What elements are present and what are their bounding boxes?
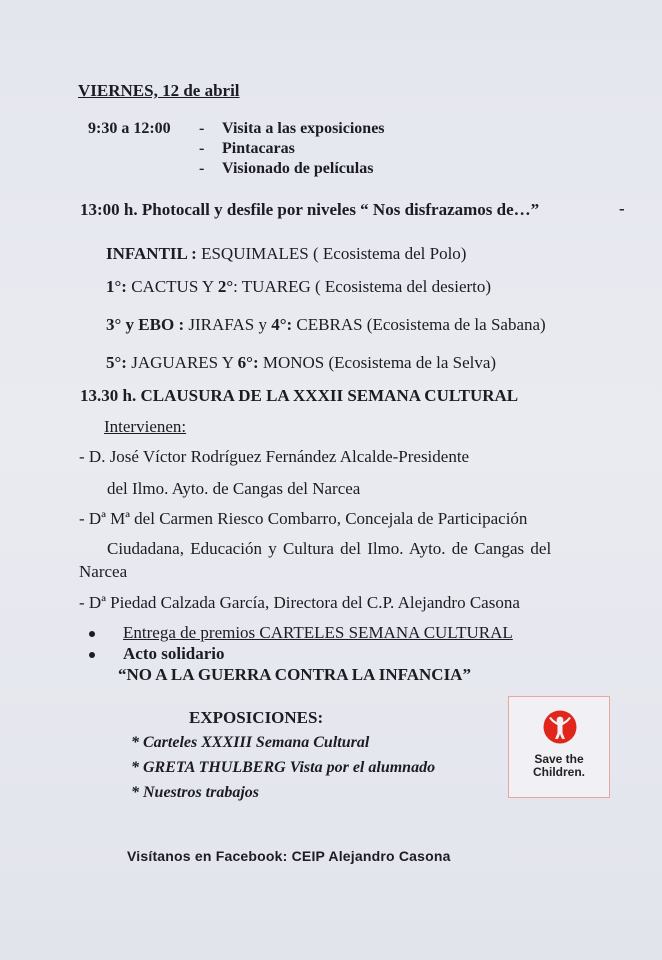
save-the-children-line-1: Save the: [534, 752, 584, 766]
level-mid: JAGUARES Y: [131, 353, 234, 372]
level-1-2: [106, 277, 491, 297]
facebook-footer: Visítanos en Facebook: CEIP Alejandro Casona: [127, 848, 451, 864]
exposiciones-title: EXPOSICIONES:: [189, 708, 324, 727]
level-3-4: [106, 315, 546, 335]
level-label-2: 4°:: [271, 315, 293, 334]
bullet-dot: [89, 631, 95, 637]
level-label: 1°:: [106, 277, 127, 296]
save-the-children-logo: [508, 696, 610, 798]
dash: -: [199, 140, 205, 157]
level-rest: ESQUIMALES ( Ecosistema del Polo): [201, 244, 467, 263]
exposicion-item: * Nuestros trabajos: [131, 784, 260, 801]
speaker-2-line-3: Narcea: [79, 562, 128, 581]
photocall-time: 13:00 h.: [80, 200, 138, 219]
closing-title: 13.30 h. CLAUSURA DE LA XXXII SEMANA CULTURAL: [80, 386, 519, 405]
speaker-1-line-1: - D. José Víctor Rodríguez Fernández Alcalde-Presidente: [79, 447, 470, 466]
morning-item: Visionado de películas: [222, 160, 374, 177]
morning-item: Visita a las exposiciones: [222, 120, 385, 137]
speaker-1-line-2: del Ilmo. Ayto. de Cangas del Narcea: [107, 479, 361, 498]
photocall-line: [80, 200, 539, 220]
level-rest: : TUAREG ( Ecosistema del desierto): [233, 277, 492, 296]
level-rest: MONOS (Ecosistema de la Selva): [262, 353, 497, 372]
level-label-2: 6°:: [237, 353, 259, 372]
level-infantil: [106, 244, 466, 264]
speaker-2-line-2: Ciudadana, Educación y Cultura del Ilmo. Ayto. de Cangas del: [107, 539, 552, 558]
level-label: 5°:: [106, 353, 127, 372]
level-label-2: 2°: [217, 277, 234, 296]
level-mid: CACTUS Y: [131, 277, 214, 296]
speaker-2-line-1: - Dª Mª del Carmen Riesco Combarro, Concejala de Participación: [79, 509, 528, 528]
dash: -: [199, 160, 205, 177]
premios-item: Entrega de premios CARTELES SEMANA CULTURAL: [123, 623, 513, 642]
exposicion-item: * Carteles XXXIII Semana Cultural: [131, 734, 370, 751]
save-the-children-icon: [542, 709, 578, 745]
level-rest: CEBRAS (Ecosistema de la Sabana): [296, 315, 546, 334]
day-heading: VIERNES, 12 de abril: [78, 81, 240, 100]
speaker-3-line-1: - Dª Piedad Calzada García, Directora del C.P. Alejandro Casona: [79, 593, 520, 612]
morning-item: Pintacaras: [222, 140, 295, 157]
exposicion-item: * GRETA THULBERG Vista por el alumnado: [131, 759, 436, 776]
morning-time: 9:30 a 12:00: [88, 120, 171, 137]
slogan: “NO A LA GUERRA CONTRA LA INFANCIA”: [118, 665, 471, 684]
level-label: INFANTIL :: [106, 244, 197, 263]
level-label: 3° y EBO :: [106, 315, 185, 334]
bullet-dot: [89, 652, 95, 658]
level-5-6: [106, 353, 496, 373]
level-mid: JIRAFAS y: [188, 315, 267, 334]
photocall-text: Photocall y desfile por niveles “ Nos disfrazamos de…”: [141, 200, 540, 219]
trail-dash: -: [619, 199, 625, 218]
intervienen-label: Intervienen:: [104, 417, 187, 436]
dash: -: [199, 120, 205, 137]
acto-solidario: Acto solidario: [123, 644, 225, 663]
save-the-children-line-2: Children.: [532, 765, 585, 779]
